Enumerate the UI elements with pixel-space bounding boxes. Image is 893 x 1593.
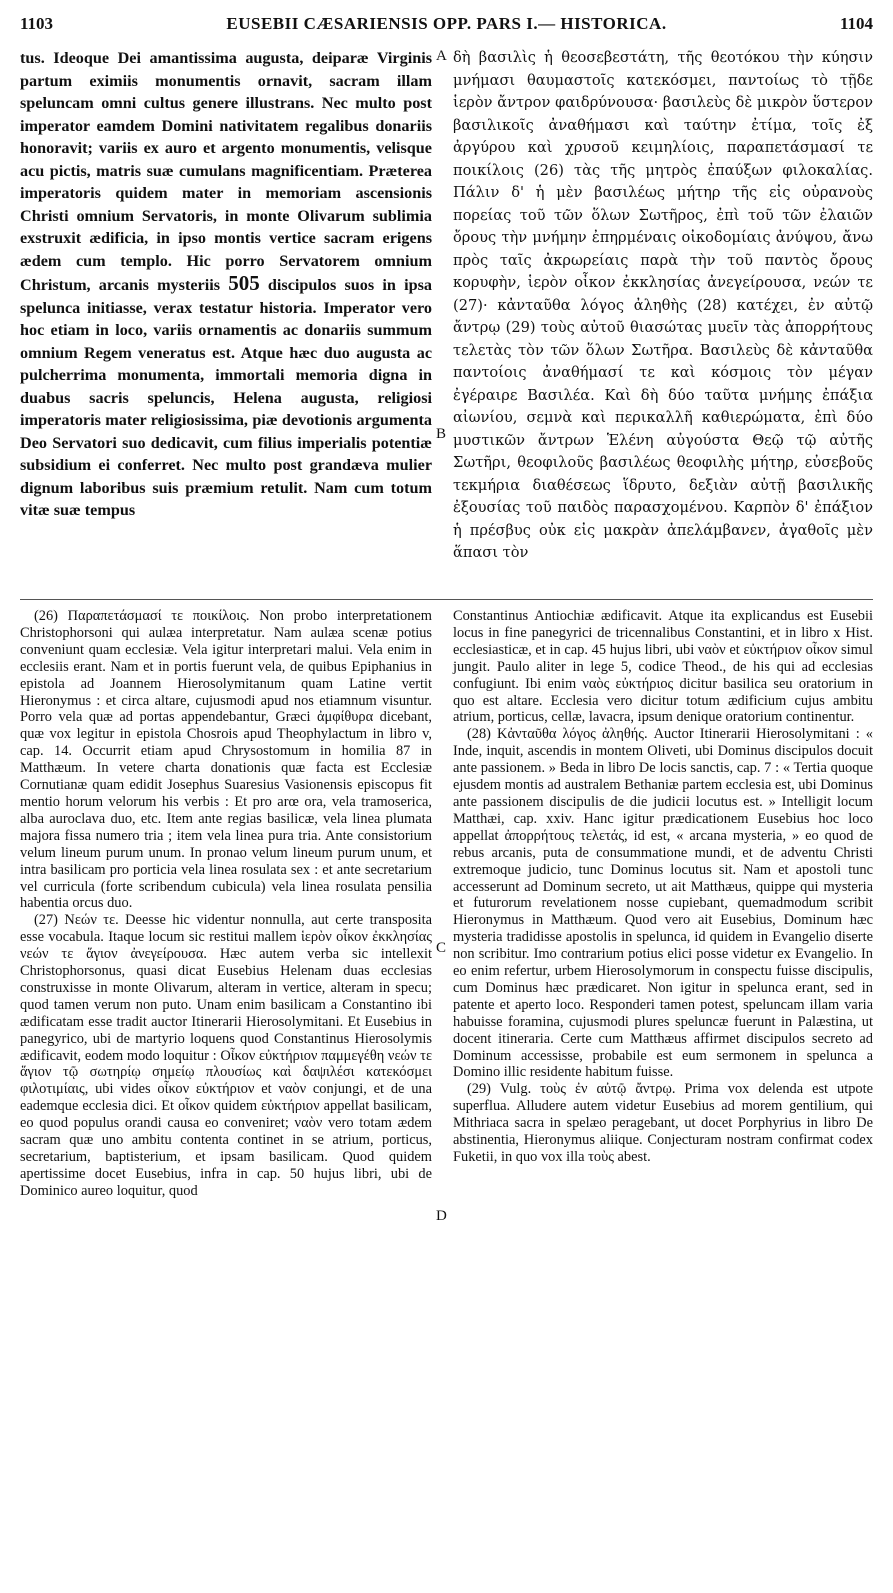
note-26: (26) Παραπετάσμασί τε ποικίλοις. Non probo interpretationem Christophorsoni qui aulæa interpretatur. Nam aulæa scenæ potius conveniunt quam ecclesiæ. Vela igitur interpretari malui. Vela enim in ecclesiis erant. Nam et in portis fuerunt vela, de quibus Epiphanius in epistola ad Joannem Hierosolymitanum quam Latine vertit Hieronymus : et circa altare, cujusmodi apud nos etiamnum visuntur. Porro vela quæ ad portas appendebantur, Græci ἀμφίθυρα dicebant, quæ vox legitur in epistola Chosrois apud Theophylactum in libro v, cap. 14. Occurrit etiam apud Chrysostomum in homilia 87 in Matthæum. In vetere charta donationis quæ facta est Ecclesiæ Cornutianæ quam edidit Josephus Suaresius Vasionensis episcopus fit mentio horum velorum his verbis : Et pro arœ ora, vela tramoserica, alba auroclava duo, etc. Item ante regias basilicæ, vela linea plumata majora fissa numero tria ; item vela linea pura tria. Ante consistorium velum lineum purum unum. In pronao velum lineum purum unum, et intra basilicam pro porticia vela linea rosulata sex : et ante secretarium vel curricula (forte scribendum cubicula) vela linea rosulata pensilia habentia orcus duo.: [20, 608, 432, 912]
margin-marker-c: C: [436, 940, 447, 956]
margin-marker-a: A: [436, 48, 447, 64]
margin-marker-d: D: [436, 1208, 447, 1224]
greek-main-text: [453, 47, 873, 592]
note-28: (28) Κἀνταῦθα λόγος ἀληθής. Auctor Itinerarii Hierosolymitani : « Inde, inquit, ascendis in montem Oliveti, ubi Dominus discipulos docuit ante passionem. » Beda in libro De locis sanctis, cap. 7 : « Tertia quoque ejusdem montis ad australem Bethaniæ partem ecclesia est, ubi Dominus ante passionem discipulis de die judicii locutus est. » Intelligit locum Matthæi, cap. xxiv. Hanc igitur prædicationem Eusebius hoc loco appellat ἀπορρήτους τελετάς, id est, « arcana mysteria, » eo quod de rebus arcanis, puta de consummatione mundi, et de adventu Christi extremoque judicio, tunc Dominus locutus sit. Nam et apostoli tunc accesserunt ad Dominum secreto, ut ait Matthæus, quippe qui mysteria et futurorum revelationem nosse cupiebant, quemadmodum scribit Hieronymus in Matthæum. Quod vero ait Eusebius, Dominum hæc mysteria tradidisse apostolis in spelunca, id quidem in Evangelio diserte non scribitur. Imo contrarium potius elici posse videtur ex Evangelio. In eo enim refertur, urbem Hierosolymorum in conspectu fuisse discipulis, cum Dominus hæc prædicaret. Non igitur in spelunca erant, sed in patente et aperto loco. Responderi tamen potest, speluncam illam varia habuisse foramina, cujusmodi plures speluncæ fuerunt in Palæstina, ut docent itineraria. Certe cum Matthæus affirmet discipulos secreto ad Dominum accessisse, probabile est eum sermonem in spelunca a Domino illic residente habitum fuisse.: [453, 726, 873, 1081]
latin-paragraph: [20, 47, 432, 522]
column-number-inline: 505: [228, 271, 260, 295]
right-column-number: 1104: [839, 14, 873, 33]
margin-marker-b: B: [436, 426, 447, 442]
notes-left-column: [20, 608, 432, 1583]
running-header: [20, 14, 873, 40]
latin-main-text: [20, 47, 432, 592]
notes-separator: [20, 599, 873, 600]
left-column-number: 1103: [20, 14, 54, 33]
running-title: EUSEBII CÆSARIENSIS OPP. PARS I.— HISTORICA.: [226, 14, 667, 33]
note-29: (29) Vulg. τοὺς ἐν αὐτῷ ἄντρῳ. Prima vox delenda est utpote superflua. Alludere autem videtur Eusebius ad morem gentilium, qui Mithriaca sacra in spelæo peragebant, ut docet Porphyrius in libro De abstinentia, Hieronymus aliique. Conjecturam nostram confirmat codex Fuketii, in quo vox illa τοὺς abest.: [453, 1081, 873, 1165]
latin-text-before: tus. Ideoque Dei amantissima augusta, deiparæ Virginis partum eximiis monumentis ornavit, sacram illam speluncam omni cultus genere illustrans. Nec multo post imperator eamdem Domini nativitatem regalibus donariis honoravit; variis ex auro et argento monumentis, velisque acu pictis, matris suæ cumulans magnificentiam. Præterea imperatoris quidem mater in memoriam ascensionis Christi omnium Servatoris, in monte Olivarum sublimia exstruxit ædificia, in ipso montis vertice sacram erigens ædem cum templo. Hic porro Servatorem omnium Christum, arcanis mysteriis: [20, 49, 432, 294]
note-27: (27) Νεών τε. Deesse hic videntur nonnulla, aut certe transposita esse vocabula. Itaque locum sic restitui mallem ἱερὸν οἶκον ἐκκλησίας νεών τε ἅγιον ἀνεγείρουσα. Hæc autem verba sic intellexit Christophorsonus, quasi dicat Eusebius Helenam duas ecclesias construxisse in monte Olivarum, alteram in vertice, alteram in specu; quod tamen verum non puto. Unam enim basilicam a Constantino ibi ædificatam esse tradit auctor Itinerarii Hierosolymitani. Et Eusebius in panegyrico, ubi de martyrio loquens quod Constantinus Hierosolymis ædificavit, eodem modo loquitur : Οἶκον εὐκτήριον παμμεγέθη νεών τε ἅγιον τῷ σωτηρίῳ σημείῳ πλουσίως καὶ δαψιλέσι κατεκόσμει φιλοτιμίαις, ubi vides οἶκον εὐκτήριον et ναὸν conjungi, et de una eademque ecclesia dici. Et οἶκον quidem εὐκτήριον appellat basilicam, eo quod populus orandi causa eo conveniret; ναὸν vero totam ædem sacram quæ uno ambitu contenta continet in se atrium, porticus, secretarium, baptisterium, et ipsam basilicam. Quod quidem apertissime docet Eusebius, infra in cap. 50 hujus libri, ubi de Dominico aureo loquitur, quod: [20, 912, 432, 1199]
notes-right-column: [453, 608, 873, 1583]
greek-paragraph: δὴ βασιλὶς ἡ θεοσεβεστάτη, τῆς θεοτόκου τὴν κύησιν μνήμασι θαυμαστοῖς κατεκόσμει, παντοίως τὸ τῇδε ἱερὸν ἄντρον φαιδρύνουσα· βασιλεὺς δὲ μικρὸν ὕστερον βασιλικοῖς ἀναθήμασι καὶ ταύτην ἐτίμα, τοῖς ἐξ ἀργύρου καὶ χρυσοῦ κειμηλίοις, παραπετάσμασί τε ποικίλοις (26) τὰς τῆς μητρὸς ἐπαύξων φιλοκαλίας. Πάλιν δ' ἡ μὲν βασιλέως μήτηρ τῆς εἰς οὐρανοὺς πορείας τοῦ τῶν ὅλων Σωτῆρος, ἐπὶ τοῦ τῶν ἐλαιῶν ὄρους τὴν μνήμην ἐπηρμέναις οἰκοδομίαις ἀνύψου, ἄνω πρὸς ταῖς ἀκρωρείαις παρὰ τὴν τοῦ παντὸς ὄρους κορυφὴν, ἱερὸν οἶκον ἐκκλησίας ἀνεγείρουσα, νεών τε (27)· κἀνταῦθα λόγος ἀληθὴς (28) κατέχει, ἐν αὐτῷ ἄντρῳ (29) τοὺς αὐτοῦ θιασώτας μυεῖν τὰς ἀπορρήτους τελετὰς τὸν τῶν ὅλων Σωτῆρα. Βασιλεὺς δὲ κἀνταῦθα παντοίοις ἀναθήμασί τε καὶ κόσμοις τὸν μέγαν ἐγέραιρε Βασιλέα. Καὶ δὴ δύο ταῦτα μνήμης ἐπάξια αἰωνίου, σεμνὰ καὶ περικαλλῆ καθιερώματα, ἐπὶ δύο μυστικῶν ἄντρων Ἑλένη αὐγούστα Θεῷ τῷ αὐτῆς Σωτῆρι, θεοφιλοῦς βασιλέως θεοφιλὴς μήτηρ, εὐσεβοῦς τεκμήρια διαθέσεως ἵδρυτο, δεξιὰν αὐτῇ βασιλικῆς ἐξουσίας τοῦ παιδὸς παρασχομένου. Καρπὸν δ' ἐπάξιον ἡ πρέσβυς οὐκ εἰς μακρὰν ἀπελάμβανεν, ἀγαθοῖς μὲν ἅπασι τὸν: [453, 49, 873, 561]
latin-text-after: discipulos suos in ipsa spelunca initiasse, verax testatur historia. Imperator vero hoc etiam in loco, variis ornamentis ac donariis summum omnium Regem veneratus est. Atque hæc duo augusta ac pulcherrima monumenta, immortali memoria digna in duabus sacris speluncis, Helena augusta, religiosi imperatoris mater religiosissima, piæ devotionis argumenta Deo Servatori suo dedicavit, cum filius imperialis potentiæ subsidium ei conferret. Nec multo post grandæva mulier dignum laboribus suis præmium retulit. Nam cum totum vitæ suæ tempus: [20, 276, 432, 519]
note-27-continued: Constantinus Antiochiæ ædificavit. Atque ita explicandus est Eusebii locus in fine panegyrici de tricennalibus Constantini, et in libro x Hist. ecclesiasticæ, et in cap. 45 hujus libri, ubi ναὸν et εὐκτήριον οἶκον simul jungit. Paulo aliter in lege 5, codice Theod., de his qui ad ecclesias confugiunt. Ibi enim ναὸς εὐκτήριος dicitur basilica seu oratorium in quo est altare. Ecclesia vero dicitur totum ædificium cujus ambitu atrium, porticus, cellæ, lavacra, ipsum denique oratorium continentur.: [453, 608, 873, 726]
